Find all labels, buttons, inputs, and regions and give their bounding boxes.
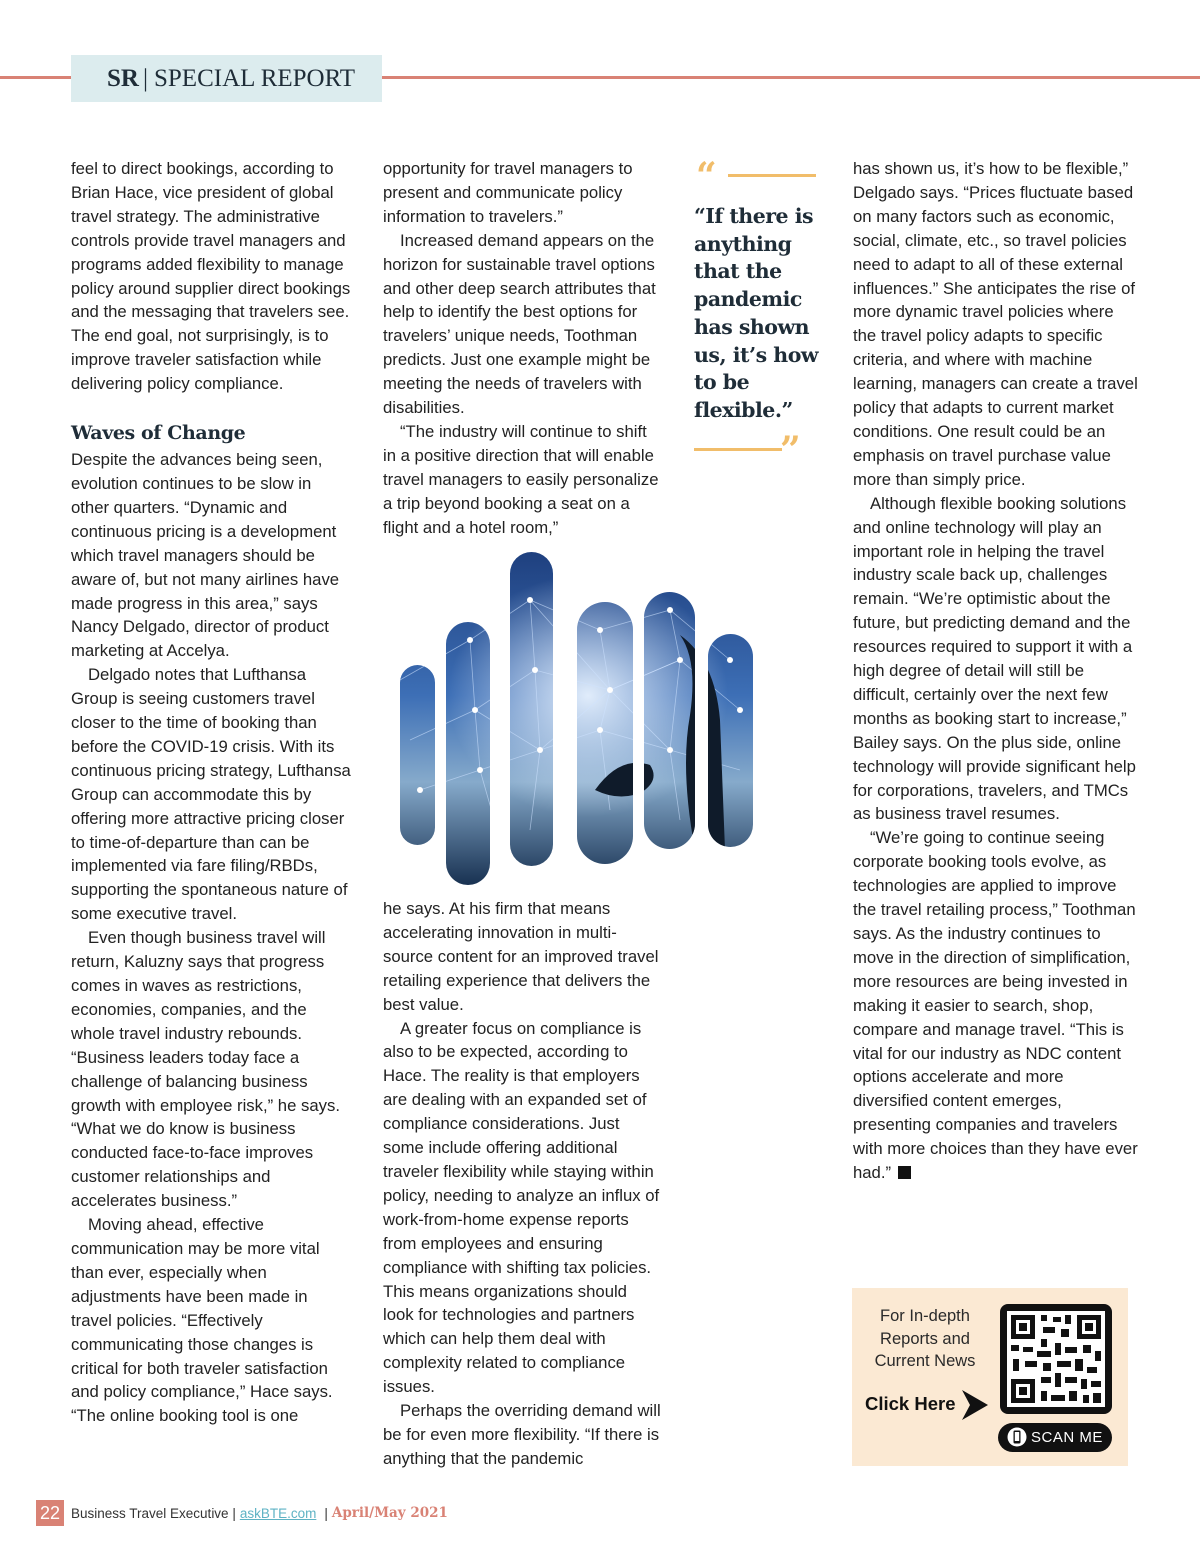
article-column-1 xyxy=(71,157,351,1428)
page-footer xyxy=(36,1500,448,1526)
paragraph: feel to direct bookings, according to Brian Hace, vice president of global travel strategy. The administrative controls provide travel managers and programs added flexibility to manage policy around supplier direct bookings and the messaging that travelers see. The end goal, not surprisingly, is to improve traveler satisfaction while delivering policy compliance. xyxy=(71,159,351,394)
paragraph: Moving ahead, effective communication may be more vital than ever, especially when adjustments have been made in travel policies. “Effectively communicating those changes is critical for both traveler satisfaction and policy compliance,” Hace says. “The online booking tool is one xyxy=(71,1215,333,1426)
issue-date: April/May 2021 xyxy=(331,1505,448,1521)
quote-rule-bottom xyxy=(694,448,782,451)
scan-me-label: SCAN ME xyxy=(1031,1429,1103,1446)
website-link[interactable]: askBTE.com xyxy=(239,1505,317,1521)
qr-code[interactable] xyxy=(1000,1304,1112,1414)
paragraph: Despite the advances being seen, evolution continues to be slow in other quarters. “Dynamic and continuous pricing is a development which travel managers should be aware of, but not many airlines have made progress in this area,” says Nancy Delgado, director of product marketing at Accelya. xyxy=(71,450,340,661)
paragraph: Although flexible booking solutions and online technology will play an important role in helping the travel industry scale back up, challenges remain. “We’re optimistic about the future, but predicting demand and the resources required to support it with a high degree of detail will still be difficult, certainly over the next few months as booking start to increase,” Bailey says. On the plus side, online technology will provide significant help for corporations, travelers, and TMCs as business travel resumes. xyxy=(853,493,1136,824)
paragraph: “We’re going to continue seeing corporate booking tools evolve, as technologies are applied to improve the travel retailing process,” Toothman says. As the industry continues to move in the direction of simplification, more resources are being invested in making it easier to search, shop, compare and manage travel. “This is vital for our industry as NDC content options accelerate and more diversified content emerges, presenting companies and travelers with more choices than they have ever had.” xyxy=(853,828,1138,1183)
section-abbr: SR xyxy=(107,64,139,92)
paragraph: opportunity for travel managers to present and communicate policy information to travelers.” xyxy=(383,159,633,226)
publication-name: Business Travel Executive | xyxy=(71,1505,236,1521)
section-separator: | xyxy=(142,64,148,92)
paragraph: Delgado notes that Lufthansa Group is seeing customers travel closer to the time of booking than before the COVID-19 crisis. With its continuous pricing strategy, Lufthansa Group can accommodate this by offering more attractive pricing closer to time-of-departure than can be implemented via fare filing/RBDs, supporting the spontaneous nature of some executive travel. xyxy=(71,665,351,924)
paragraph: Increased demand appears on the horizon for sustainable travel options and other deep search attributes that help to identify the best options for travelers’ unique needs, Toothman predicts. Just one example might be meeting the needs of travelers with disabilities. xyxy=(383,230,656,418)
arrow-right-icon xyxy=(960,1388,990,1422)
header-rule-left xyxy=(0,76,71,79)
article-column-2-top xyxy=(383,157,661,540)
phone-icon xyxy=(1007,1426,1027,1448)
end-mark-icon xyxy=(898,1166,911,1179)
qr-caption: For In-depth Reports and Current News xyxy=(874,1307,976,1370)
page-number: 22 xyxy=(36,1500,64,1526)
section-title: SPECIAL REPORT xyxy=(153,64,356,92)
network-hands-artwork xyxy=(380,540,780,886)
paragraph: has shown us, it’s how to be flexible,” Delgado says. “Prices fluctuate based on many factors such as economic, social, climate, etc., so travel policies need to adapt to all of these external influences.” She anticipates the rise of more dynamic travel policies where the travel policy adapts to specific criteria, and where with machine learning, managers can create a travel policy that adapts to current market conditions. One result could be an emphasis on travel purchase value more than simply price. xyxy=(853,159,1138,489)
click-here-link[interactable]: Click Here xyxy=(865,1393,956,1414)
paragraph: “The industry will continue to shift in a positive direction that will enable travel managers to easily personalize a trip beyond booking a seat on a flight and a hotel room,” xyxy=(383,421,659,537)
header-rule-right xyxy=(382,76,1200,79)
article-column-3 xyxy=(853,157,1138,1185)
paragraph: A greater focus on compliance is also to be expected, according to Hace. The reality is that employers are dealing with an expanded set of compliance considerations. Just some include offering additional traveler flexibility while staying within policy, needing to analyze an influx of work-from-home expense reports from employees and ensuring compliance with shifting tax policies. This means organizations should look for technologies and partners which can help them deal with complexity related to compliance issues. xyxy=(383,1018,660,1397)
quote-rule-top xyxy=(728,174,816,177)
section-heading: Waves of Change xyxy=(71,422,246,445)
paragraph: Perhaps the overriding demand will be for even more flexibility. “If there is anything that the pandemic xyxy=(383,1401,661,1468)
qr-promo-panel[interactable] xyxy=(852,1288,1128,1466)
section-header-tab xyxy=(71,55,382,102)
paragraph: he says. At his firm that means accelerating innovation in multi-source content for an improved travel retailing experience that delivers the best value. xyxy=(383,899,659,1014)
qr-code-icon xyxy=(1007,1311,1105,1407)
footer-separator: | xyxy=(324,1505,328,1521)
paragraph: Even though business travel will return, Kaluzny says that progress comes in waves as restrictions, economies, companies, and the whole travel industry rebounds. “Business leaders today face a challenge of balancing business growth with employee risk,” he says. “What we do know is business conducted face-to-face improves customer relationships and accelerates business.” xyxy=(71,928,340,1211)
pull-quote-text: “If there is anything that the pandemic has shown us, it’s how to be flexible.” xyxy=(694,204,819,422)
close-quote-icon: ” xyxy=(780,429,801,471)
scan-me-badge[interactable] xyxy=(998,1423,1112,1452)
open-quote-icon: “ xyxy=(696,155,717,197)
article-column-2-bottom xyxy=(383,897,661,1471)
